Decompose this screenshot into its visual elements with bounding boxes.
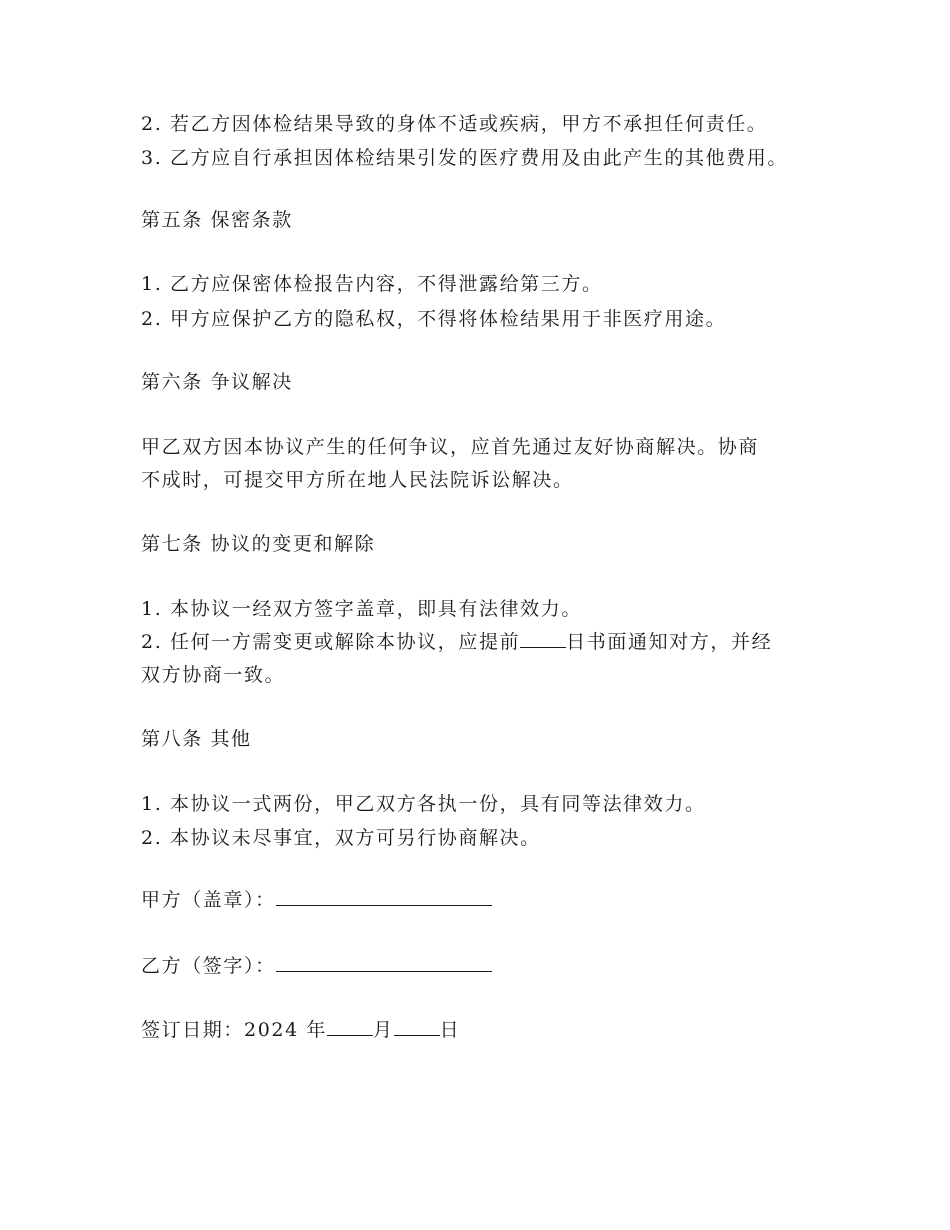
month-label: 月	[373, 1019, 394, 1041]
party-b-label: 乙方（签字）：	[141, 955, 276, 977]
clause-text: 日书面通知对方，并经	[566, 631, 773, 653]
clause-item: 3. 乙方应自行承担因体检结果引发的医疗费用及由此产生的其他费用。	[141, 147, 788, 169]
signing-date-line	[141, 1017, 460, 1043]
clause-text: 2. 任何一方需变更或解除本协议，应提前	[141, 631, 521, 653]
clause-item: 1. 本协议一式两份，甲乙双方各执一份，具有同等法律效力。	[141, 793, 706, 815]
day-label: 日	[439, 1019, 461, 1041]
clause-item: 2. 甲方应保护乙方的隐私权，不得将体检结果用于非医疗用途。	[141, 308, 727, 330]
day-blank	[394, 1017, 440, 1036]
notice-days-blank	[520, 629, 566, 648]
section-heading-5: 第五条 保密条款	[141, 209, 293, 231]
clause-item: 2. 本协议未尽事宜，双方可另行协商解决。	[141, 827, 541, 849]
month-blank	[327, 1017, 373, 1036]
party-a-signature-blank	[276, 887, 492, 906]
section-heading-7: 第七条 协议的变更和解除	[141, 533, 376, 555]
clause-continuation: 双方协商一致。	[141, 664, 286, 686]
section-heading-6: 第六条 争议解决	[141, 371, 293, 393]
party-b-signature-line	[141, 953, 492, 979]
section-heading-8: 第八条 其他	[141, 728, 252, 750]
clause-item: 2. 若乙方因体检结果导致的身体不适或疾病，甲方不承担任何责任。	[141, 113, 768, 135]
paragraph-line: 不成时，可提交甲方所在地人民法院诉讼解决。	[141, 469, 574, 491]
party-b-signature-blank	[276, 953, 492, 972]
paragraph-line: 甲乙双方因本协议产生的任何争议，应首先通过友好协商解决。协商	[141, 436, 760, 458]
clause-item: 1. 本协议一经双方签字盖章，即具有法律效力。	[141, 598, 582, 620]
date-label: 签订日期：2024 年	[141, 1019, 327, 1041]
clause-item: 1. 乙方应保密体检报告内容，不得泄露给第三方。	[141, 273, 603, 295]
party-a-label: 甲方（盖章）：	[141, 889, 276, 911]
party-a-signature-line	[141, 887, 492, 913]
clause-item	[141, 629, 772, 655]
